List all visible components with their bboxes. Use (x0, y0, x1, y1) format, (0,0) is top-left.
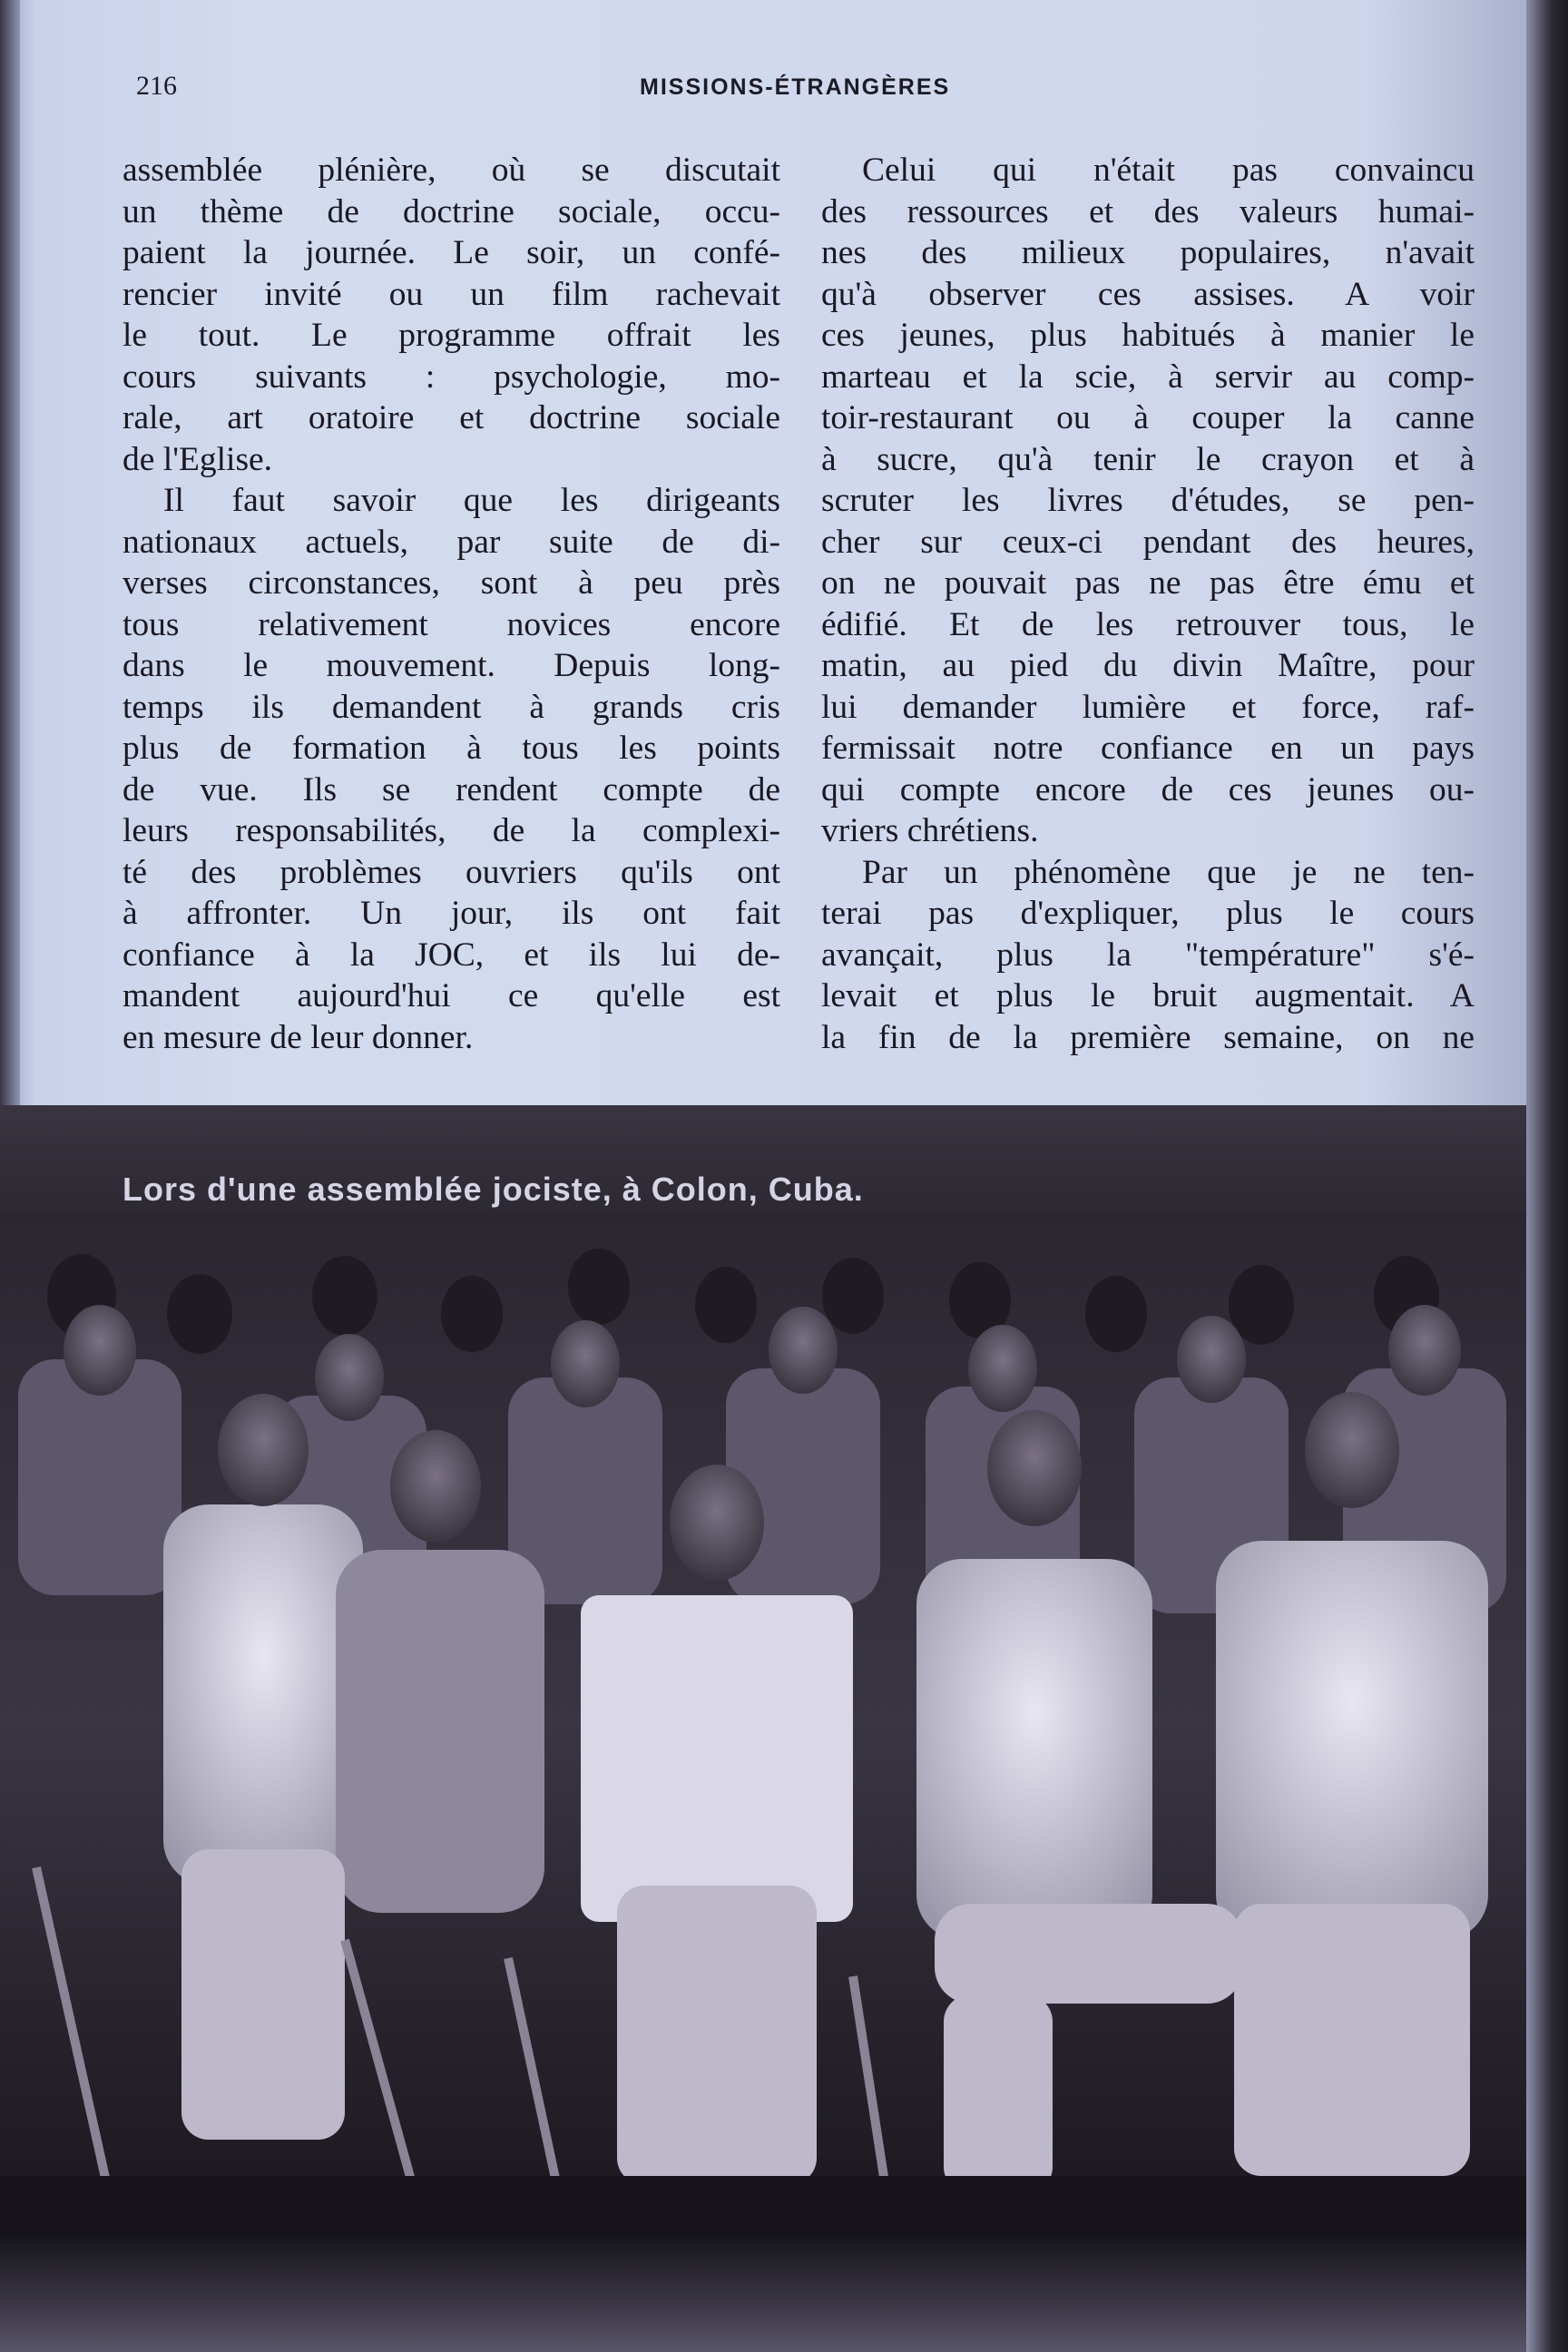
text-line: leurs responsabilités, de la complexi- (122, 812, 780, 849)
paragraph-continued (122, 522, 780, 1059)
text-line: levait et plus le bruit augmentait. A (821, 977, 1475, 1014)
paragraph-continued (821, 893, 1475, 1058)
text-line: assemblée plénière, où se discutait (122, 152, 780, 189)
paragraph (122, 150, 780, 480)
paragraph (821, 150, 1475, 191)
page-number: 216 (136, 71, 177, 101)
text-line: mandent aujourd'hui ce qu'elle est (122, 977, 780, 1014)
text-line: ces jeunes, plus habitués à manier le (821, 317, 1475, 354)
caption-band (0, 1105, 1568, 1223)
photo-caption: Lors d'une assemblée jociste, à Colon, Cuba. (122, 1171, 864, 1208)
text-line: nes des milieux populaires, n'avait (821, 234, 1475, 271)
page-header (136, 71, 1515, 116)
text-line: lui demander lumière et force, raf- (821, 688, 1475, 726)
text-line: on ne pouvait pas ne pas être ému et (821, 564, 1475, 602)
text-line: té des problèmes ouvriers qu'ils ont (122, 853, 780, 891)
text-line: vriers chrétiens. (821, 812, 1039, 849)
text-line: marteau et la scie, à servir au comp- (821, 358, 1475, 396)
text-line: la fin de la première semaine, on ne (821, 1018, 1475, 1056)
text-line: édifié. Et de les retrouver tous, le (821, 605, 1475, 643)
text-line: fermissait notre confiance en un pays (821, 730, 1475, 767)
paragraph-continued (821, 191, 1475, 852)
text-line: un thème de doctrine sociale, occu- (122, 192, 780, 230)
text-line: Il faut savoir que les dirigeants (163, 482, 780, 519)
assembly-photo (0, 1214, 1543, 2230)
text-line: toir-restaurant ou à couper la canne (821, 399, 1475, 436)
text-line: cher sur ceux-ci pendant des heures, (821, 523, 1475, 561)
text-line: nationaux actuels, par suite de di- (122, 523, 780, 561)
left-text-column (122, 150, 780, 1058)
text-line: confiance à la JOC, et ils lui de- (122, 936, 780, 974)
text-line: de l'Eglise. (122, 440, 273, 478)
text-line: à affronter. Un jour, ils ont fait (122, 895, 780, 932)
text-line: de vue. Ils se rendent compte de (122, 770, 780, 808)
paragraph (821, 852, 1475, 894)
text-line: scruter les livres d'études, se pen- (821, 482, 1475, 519)
text-line: des ressources et des valeurs humai- (821, 192, 1475, 230)
text-line: qui compte encore de ces jeunes ou- (821, 770, 1475, 808)
text-line: verses circonstances, sont à peu près (122, 564, 780, 602)
text-line: à sucre, qu'à tenir le crayon et à (821, 440, 1475, 478)
text-line: Par un phénomène que je ne ten- (862, 853, 1475, 891)
text-line: paient la journée. Le soir, un confé- (122, 234, 780, 271)
text-line: matin, au pied du divin Maître, pour (821, 647, 1475, 684)
text-line: temps ils demandent à grands cris (122, 688, 780, 726)
page-right-edge (1526, 0, 1568, 2352)
text-line: rencier invité ou un film rachevait (122, 275, 780, 313)
text-line: dans le mouvement. Depuis long- (122, 647, 780, 684)
text-line: terai pas d'expliquer, plus le cours (821, 895, 1475, 932)
text-line: plus de formation à tous les points (122, 730, 780, 767)
running-head: MISSIONS-ÉTRANGÈRES (640, 74, 951, 100)
text-line: cours suivants : psychologie, mo- (122, 358, 780, 396)
text-line: rale, art oratoire et doctrine sociale (122, 399, 780, 436)
page-bottom-edge (0, 2230, 1568, 2352)
text-line: en mesure de leur donner. (122, 1018, 474, 1056)
right-text-column (821, 150, 1475, 1058)
text-line: qu'à observer ces assises. A voir (821, 275, 1475, 313)
photo-block (0, 1105, 1568, 2230)
text-line: le tout. Le programme offrait les (122, 317, 780, 354)
paragraph (122, 480, 780, 522)
text-line: Celui qui n'était pas convaincu (862, 152, 1475, 189)
text-line: tous relativement novices encore (122, 605, 780, 643)
text-line: avançait, plus la "température" s'é- (821, 936, 1475, 974)
